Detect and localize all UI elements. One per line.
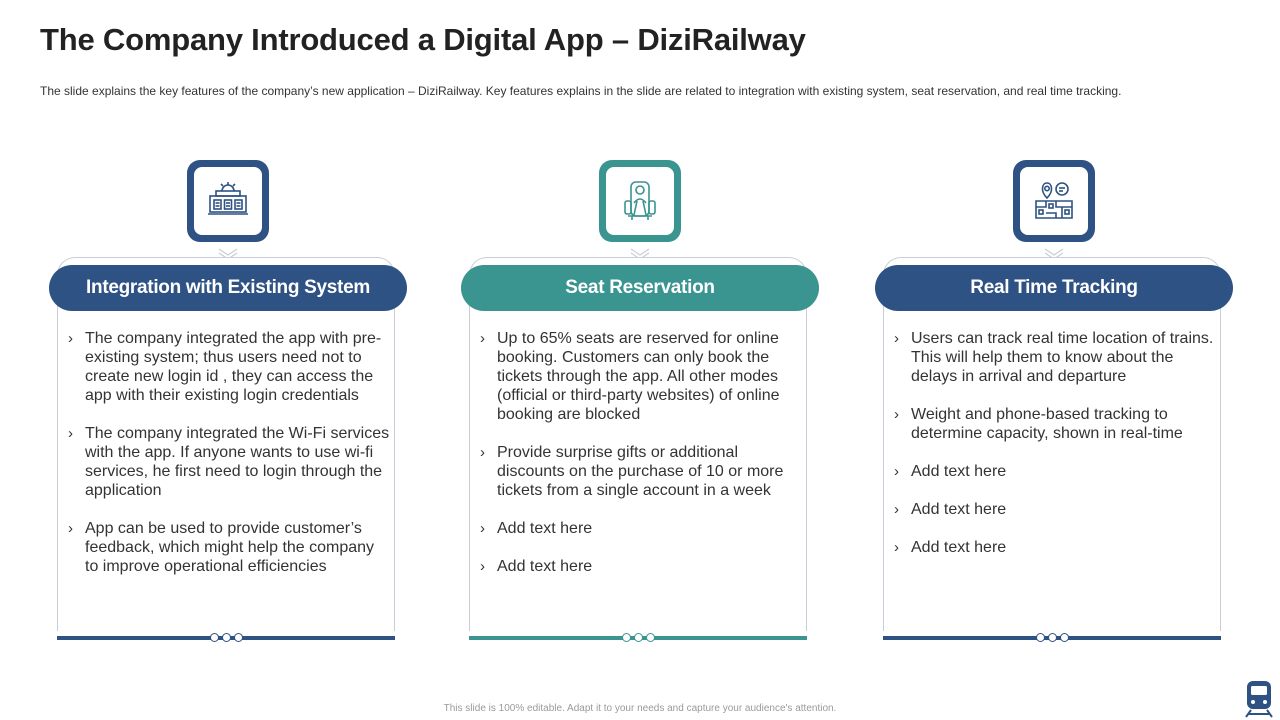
icon-frame: [187, 160, 269, 242]
list-item: › Add text here: [894, 501, 1007, 518]
chevron-right-icon: ›: [68, 520, 73, 537]
list-item: › Up to 65% seats are reserved for online booking. Customers can only book the tickets through the app. All other modes (official or third-party websites) of online booking are blocked: [480, 330, 780, 423]
passenger-seat-icon: [618, 179, 662, 223]
list-item: › The company integrated the Wi-Fi services with the app. If anyone wants to use wi-fi services, he first need to login through the application: [68, 425, 390, 499]
chevron-right-icon: ›: [480, 558, 485, 575]
bullet-list: [477, 329, 802, 595]
card-heading: Real Time Tracking: [875, 265, 1233, 311]
feature-card-integration: [49, 160, 407, 645]
card-heading: Seat Reservation: [461, 265, 819, 311]
chevron-right-icon: ›: [894, 406, 899, 423]
slide-footer: This slide is 100% editable. Adapt it to your needs and capture your audience's attention.: [443, 703, 837, 714]
chevron-right-icon: ›: [894, 463, 899, 480]
decorative-dots: [210, 633, 243, 642]
chevron-right-icon: ›: [894, 539, 899, 556]
list-item: › Add text here: [894, 539, 1007, 556]
decorative-dots: [622, 633, 655, 642]
train-icon: [1242, 679, 1276, 719]
chevron-right-icon: ›: [68, 425, 73, 442]
list-item: › App can be used to provide customer’s feedback, which might help the company to improve operational efficiencies: [68, 520, 375, 575]
chevron-right-icon: ›: [480, 444, 485, 461]
feature-card-real-time-tracking: [875, 160, 1233, 645]
chevron-right-icon: ›: [894, 330, 899, 347]
chevron-right-icon: ›: [480, 520, 485, 537]
decorative-dots: [1036, 633, 1069, 642]
bullet-list: [891, 329, 1216, 576]
list-item: › Provide surprise gifts or additional discounts on the purchase of 10 or more tickets from a single account in a week: [480, 444, 784, 499]
chevron-right-icon: ›: [894, 501, 899, 518]
chevron-right-icon: ›: [68, 330, 73, 347]
railway-station-icon: [206, 179, 250, 223]
icon-frame: [1013, 160, 1095, 242]
list-item: › Add text here: [480, 558, 593, 575]
bullet-list: [65, 329, 390, 595]
list-item: › The company integrated the app with pre-existing system; thus users need not to create new login id , they can access the app with their existing login credentials: [68, 330, 382, 404]
chevron-right-icon: ›: [480, 330, 485, 347]
icon-frame: [599, 160, 681, 242]
list-item: › Add text here: [894, 463, 1007, 480]
slide-title: The Company Introduced a Digital App – DiziRailway: [40, 22, 806, 57]
list-item: › Add text here: [480, 520, 593, 537]
list-item: › Weight and phone-based tracking to determine capacity, shown in real-time: [894, 406, 1183, 442]
card-heading: Integration with Existing System: [49, 265, 407, 311]
list-item: › Users can track real time location of trains. This will help them to know about the delays in arrival and departure: [894, 330, 1214, 385]
feature-card-seat-reservation: [461, 160, 819, 645]
map-location-icon: [1032, 179, 1076, 223]
slide-subtitle: The slide explains the key features of the company’s new application – DiziRailway. Key features explains in the slide are related to integration with existing system, seat reservation, and real time tracking.: [40, 84, 1122, 98]
